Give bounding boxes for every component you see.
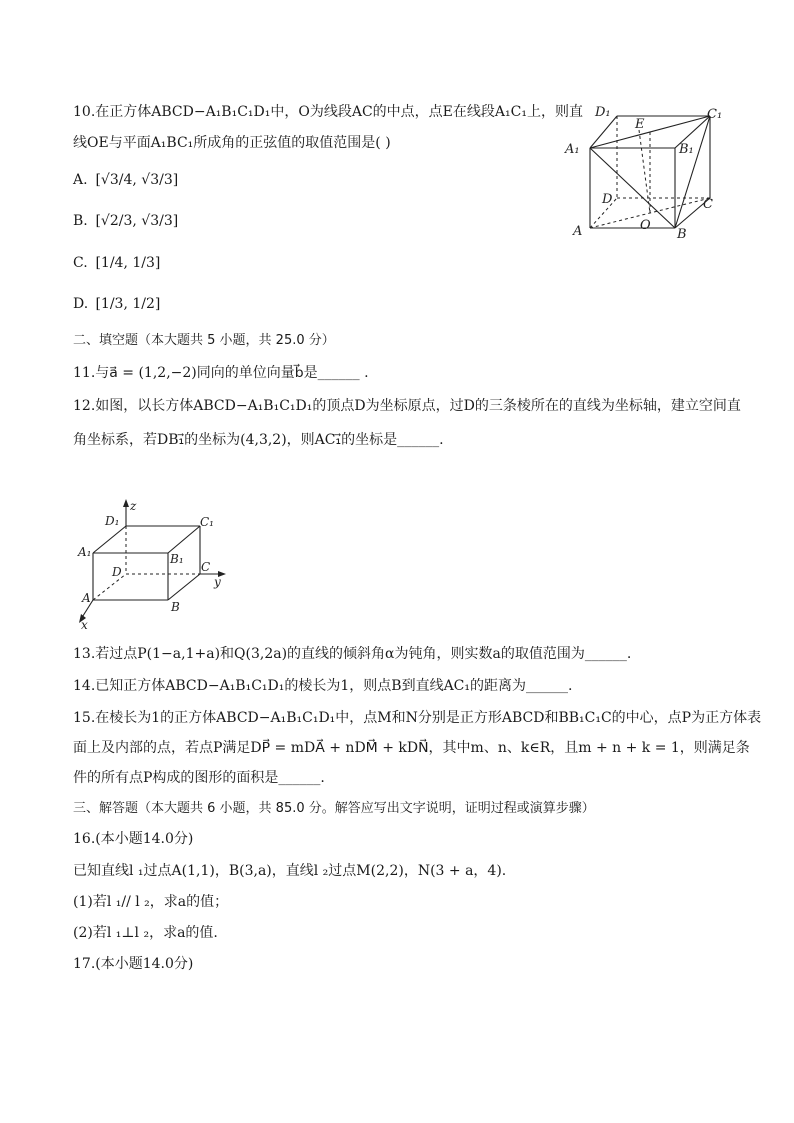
label-a1: A₁ <box>565 142 580 157</box>
label-d: D <box>112 565 122 579</box>
label-d: D <box>602 192 613 207</box>
option-label: B. <box>73 213 88 229</box>
label-b1: B₁ <box>170 552 184 566</box>
label-o: O <box>640 218 651 233</box>
q10-line2: 线OE与平面A₁BC₁所成角的正弦值的取值范围是( ) <box>73 135 391 151</box>
q15-line3: 件的所有点P构成的图形的面积是______. <box>73 770 325 786</box>
label-x: x <box>81 618 88 632</box>
label-b: B <box>677 227 687 242</box>
label-c: C <box>703 197 713 212</box>
edge-b1c1 <box>168 526 200 553</box>
label-d1: D₁ <box>105 514 120 528</box>
q13-text: 13.若过点P(1−a,1+a)和Q(3,2a)的直线的倾斜角α为钝角，则实数a的取值范围为______. <box>73 646 632 662</box>
q10-line1: 10.在正方体ABCD−A₁B₁C₁D₁中，O为线段AC的中点，点E在线段A₁C₁上，则直 <box>73 104 583 120</box>
label-e: E <box>635 117 645 132</box>
section-3-heading: 三、解答题（本大题共 6 小题，共 85.0 分。解答应写出文字说明，证明过程或演算步骤） <box>73 801 595 816</box>
option-text: [1/3, 1/2] <box>95 296 161 312</box>
q12-line2: 角坐标系，若DB₁⃗的坐标为(4,3,2)，则AC₁⃗的坐标是______. <box>73 432 444 448</box>
edge-a1d1 <box>93 526 126 553</box>
label-a: A <box>573 224 583 239</box>
label-d1: D₁ <box>595 105 611 120</box>
option-text: [√2/3, √3/3] <box>95 213 179 229</box>
section-2-heading: 二、填空题（本大题共 5 小题，共 25.0 分） <box>73 333 335 348</box>
label-a1: A₁ <box>78 545 92 559</box>
z-arrow <box>123 499 129 507</box>
diag-a1b <box>590 148 675 228</box>
label-z: z <box>130 499 137 513</box>
q11-text: 11.与a⃗ = (1,2,−2)同向的单位向量b⃗是______ . <box>73 365 369 381</box>
q16-part2: (2)若l ₁⊥l ₂，求a的值. <box>73 925 218 941</box>
option-text: [√3/4, √3/3] <box>95 172 179 188</box>
q10-option-a <box>73 170 178 190</box>
label-c: C <box>201 560 211 574</box>
label-c1: C₁ <box>707 107 723 122</box>
label-c1: C₁ <box>200 515 214 529</box>
q16-head: 16.(本小题14.0分) <box>73 831 194 847</box>
label-a: A <box>82 591 91 605</box>
q14-text: 14.已知正方体ABCD−A₁B₁C₁D₁的棱长为1，则点B到直线AC₁的距离为______. <box>73 678 573 694</box>
option-text: [1/4, 1/3] <box>95 255 161 271</box>
edge-a1d1 <box>590 116 617 148</box>
q10-option-d <box>73 294 160 314</box>
q12-line1: 12.如图，以长方体ABCD−A₁B₁C₁D₁的顶点D为坐标原点，过D的三条棱所在的直线为坐标轴，建立空间直 <box>73 398 741 414</box>
option-label: A. <box>73 172 88 188</box>
q15-line1: 15.在棱长为1的正方体ABCD−A₁B₁C₁D₁中，点M和N分别是正方形ABCD和BB₁C₁C的中心，点P为正方体表 <box>73 710 762 726</box>
label-y: y <box>214 575 221 589</box>
label-b1: B₁ <box>679 142 694 157</box>
q10-option-c <box>73 253 160 273</box>
q17-head: 17.(本小题14.0分) <box>73 956 194 972</box>
label-b: B <box>171 600 180 614</box>
q16-part1: (1)若l ₁// l ₂，求a的值； <box>73 894 229 910</box>
q10-option-b <box>73 211 178 231</box>
q12-box-figure <box>72 497 232 632</box>
q16-stem: 已知直线l ₁过点A(1,1)，B(3,a)，直线l ₂过点M(2,2)，N(3 + a，4). <box>73 863 507 879</box>
q15-line2: 面上及内部的点，若点P满足DP⃗ = mDA⃗ + nDM⃗ + kDN⃗，其中m、n、k∈R，且m + n + k = 1，则满足条 <box>73 740 750 756</box>
edge-bc <box>168 574 200 600</box>
option-label: C. <box>73 255 88 271</box>
option-label: D. <box>73 296 89 312</box>
seg-oe-hidden <box>639 130 650 213</box>
q10-cube-figure <box>555 98 730 243</box>
